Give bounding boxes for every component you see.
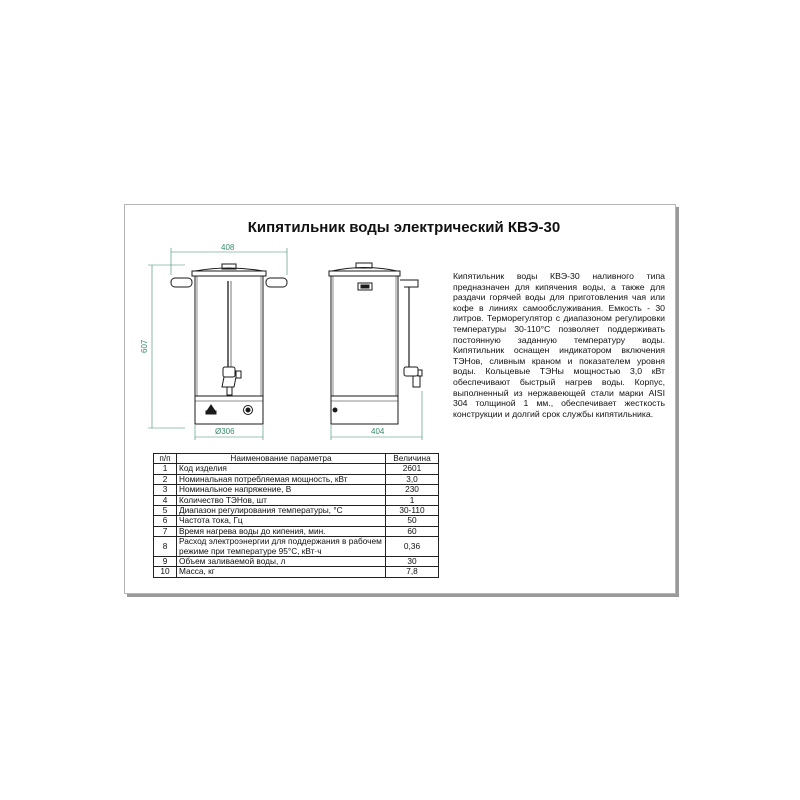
row-value: 50 (386, 516, 439, 526)
header-number: п/п (154, 454, 177, 464)
product-description: Кипятильник воды КВЭ-30 наливного типа предназначен для кипячения воды, а также для раздачи горячей воды для приготовления чая или кофе в линиях самообслуживания. Емкость - 30 литров. Терморегулятор с диапазоном регулировки температуры 30-110°С позволяет поддерживать постоянную заданную температуру воды. Кипятильник оснащен индикатором включения ТЭНов, сливным краном и показателем уровня воды. Кольцевые ТЭНы мощностью 3,0 кВт обеспечивают быстрый нагрев воды. Корпус, выполненный из нержавеющей стали марки AISI 304 толщиной 1 мм., обеспечивает жесткость конструкции и долгий срок службы кипятильника. (453, 271, 665, 419)
table-row (154, 506, 439, 516)
table-row (154, 557, 439, 567)
table-row (154, 485, 439, 495)
table-row (154, 516, 439, 526)
row-number: 7 (154, 526, 177, 536)
row-number: 1 (154, 464, 177, 474)
row-parameter: Номинальная потребляемая мощность, кВт (177, 474, 386, 484)
row-number: 6 (154, 516, 177, 526)
row-parameter: Время нагрева воды до кипения, мин. (177, 526, 386, 536)
row-number: 8 (154, 537, 177, 557)
row-number: 9 (154, 557, 177, 567)
row-value: 230 (386, 485, 439, 495)
row-number: 5 (154, 506, 177, 516)
table-row (154, 474, 439, 484)
row-parameter: Номинальное напряжение, В (177, 485, 386, 495)
row-value: 7,8 (386, 567, 439, 577)
row-value: 2601 (386, 464, 439, 474)
row-value: 30-110 (386, 506, 439, 516)
page-title: Кипятильник воды электрический КВЭ-30 (247, 219, 561, 236)
row-number: 2 (154, 474, 177, 484)
row-number: 10 (154, 567, 177, 577)
row-value: 30 (386, 557, 439, 567)
table-row (154, 537, 439, 557)
side-view (329, 263, 422, 440)
specs-table (153, 453, 439, 578)
table-row (154, 495, 439, 505)
header-parameter: Наименование параметра (177, 454, 386, 464)
header-value: Величина (386, 454, 439, 464)
row-parameter: Код изделия (177, 464, 386, 474)
row-value: 3,0 (386, 474, 439, 484)
row-parameter: Масса, кг (177, 567, 386, 577)
dimension-width-top: 408 (221, 243, 235, 252)
row-value: 1 (386, 495, 439, 505)
spec-sheet (124, 204, 676, 594)
table-row (154, 464, 439, 474)
front-view (148, 248, 287, 440)
row-parameter: Количество ТЭНов, шт (177, 495, 386, 505)
row-value: 0,36 (386, 537, 439, 557)
row-parameter: Диапазон регулирования температуры, °С (177, 506, 386, 516)
row-number: 3 (154, 485, 177, 495)
table-header-row (154, 454, 439, 464)
row-number: 4 (154, 495, 177, 505)
dimension-base-diameter: Ø306 (215, 427, 235, 436)
row-value: 60 (386, 526, 439, 536)
row-parameter: Расход электроэнергии для поддержания в рабочем режиме при температуре 95°С, кВт·ч (177, 537, 386, 557)
row-parameter: Частота тока, Гц (177, 516, 386, 526)
dimension-side-width: 404 (371, 427, 385, 436)
dimension-height: 607 (140, 339, 149, 353)
technical-drawing (137, 243, 437, 453)
table-row (154, 526, 439, 536)
row-parameter: Объем заливаемой воды, л (177, 557, 386, 567)
table-row (154, 567, 439, 577)
